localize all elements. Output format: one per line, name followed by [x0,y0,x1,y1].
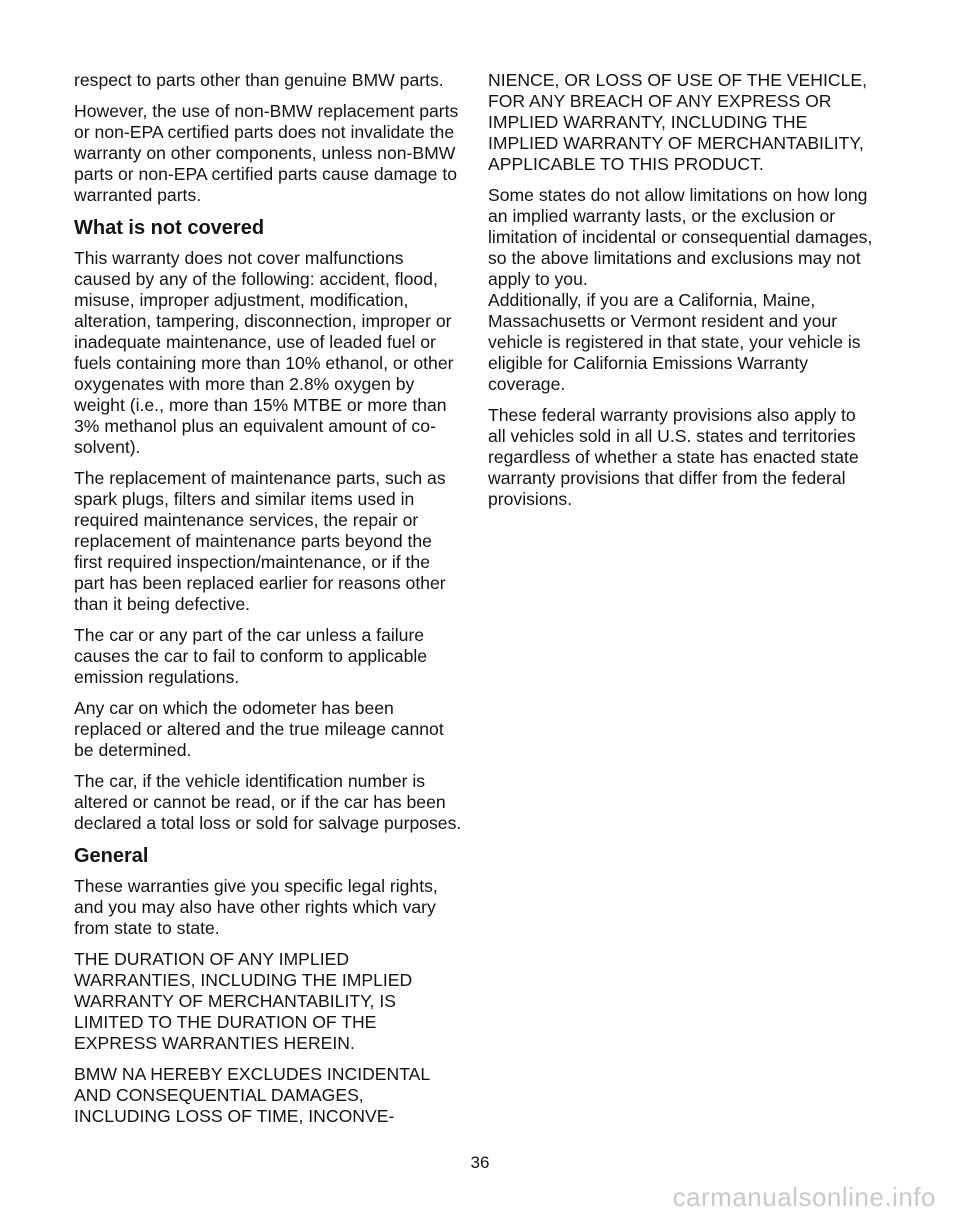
page-number: 36 [470,1153,490,1172]
paragraph-malfunctions-excluded: This warranty does not cover malfunctions caused by any of the following: accident, flood, misuse, improper adjustment, modification, alteration, tampering, disconnection, improper or inadequate maintenance, use of leaded fuel or fuels containing more than 10% ethanol, or other oxygenates with more than 2.8% oxygen by weight (i.e., more than 15% MTBE or more than 3% methanol plus an equivalent amount of co-solvent). [74,248,454,457]
heading-general: General [74,845,149,867]
right-column [488,70,876,520]
paragraph-non-bmw-parts: However, the use of non-BMW replacement parts or non-EPA certified parts does not invalidate the warranty on other components, unless non-BMW parts or non-EPA certified parts cause damage to warranted parts. [74,101,459,205]
paragraph-odometer: Any car on which the odometer has been replaced or altered and the true mileage cannot be determined. [74,698,444,760]
paragraph-maintenance-parts: The replacement of maintenance parts, such as spark plugs, filters and similar items used in required maintenance services, the repair or replacement of maintenance parts beyond the first required inspection/maintenance, or if the part has been replaced earlier for reasons other than it being defective. [74,468,446,614]
paragraph-emission-failure: The car or any part of the car unless a failure causes the car to fail to conform to applicable emission regulations. [74,625,428,687]
left-column [74,70,462,1137]
paragraph-state-limitations: Some states do not allow limitations on how long an implied warranty lasts, or the exclusion or limitation of incidental or consequential damages, so the above limitations and exclusions may not apply to you. [488,185,873,289]
paragraph-california-emissions: Additionally, if you are a California, Maine, Massachusetts or Vermont resident and your vehicle is registered in that state, your vehicle is eligible for California Emissions Warranty coverage. [488,290,861,394]
heading-what-is-not-covered: What is not covered [74,217,265,239]
paragraph-loss-of-use: NIENCE, OR LOSS OF USE OF THE VEHICLE, FOR ANY BREACH OF ANY EXPRESS OR IMPLIED WARRANTY, INCLUDING THE IMPLIED WARRANTY OF MERCHANTABILITY, APPLICABLE TO THIS PRODUCT. [488,70,867,174]
paragraph-parts-scope: respect to parts other than genuine BMW parts. [74,70,444,90]
watermark-text: carmanualsonline.info [672,1182,936,1212]
paragraph-vin-salvage: The car, if the vehicle identification number is altered or cannot be read, or if the car has been declared a total loss or sold for salvage purposes. [74,771,462,833]
paragraph-excludes-damages: BMW NA HEREBY EXCLUDES INCIDENTAL AND CONSEQUENTIAL DAMAGES, INCLUDING LOSS OF TIME, INCONVE- [74,1064,430,1126]
paragraph-implied-warranty-duration: THE DURATION OF ANY IMPLIED WARRANTIES, INCLUDING THE IMPLIED WARRANTY OF MERCHANTABILITY, IS LIMITED TO THE DURATION OF THE EXPRESS WARRANTIES HEREIN. [74,949,413,1053]
paragraph-legal-rights: These warranties give you specific legal rights, and you may also have other rights which vary from state to state. [74,876,438,938]
paragraph-federal-provisions: These federal warranty provisions also apply to all vehicles sold in all U.S. states and territories regardless of whether a state has enacted state warranty provisions that differ from the federal provisions. [488,405,859,509]
